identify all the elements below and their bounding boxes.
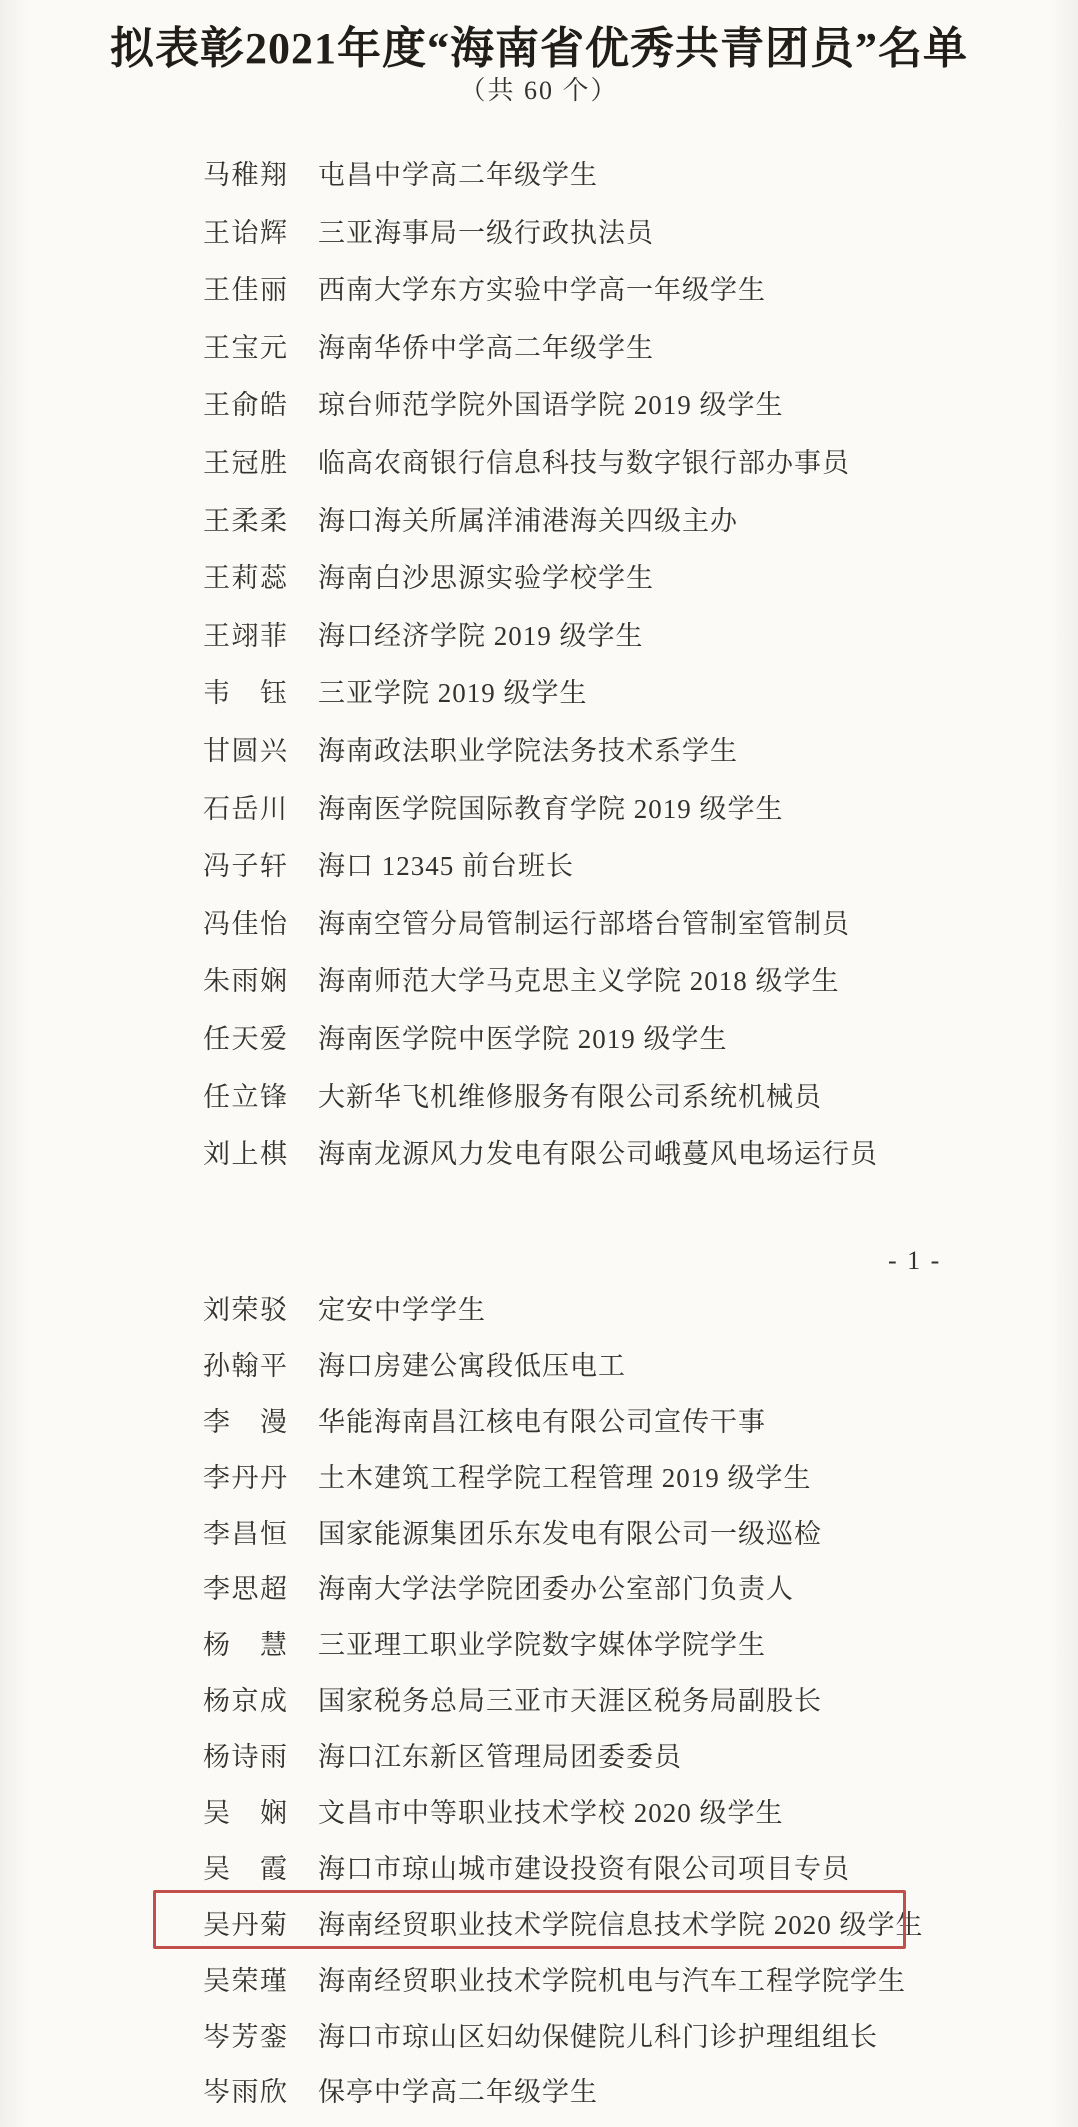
member-role: 海口海关所属洋浦港海关四级主办: [318, 505, 738, 536]
member-name: 马稚翔: [203, 160, 287, 190]
member-name: 李思超: [203, 1574, 287, 1605]
member-role: 海口市琼山区妇幼保健院儿科门诊护理组组长: [318, 2021, 878, 2052]
member-name: 王佳丽: [203, 275, 287, 306]
member-name: 刘上棋: [203, 1139, 287, 1170]
page-number: - 1 -: [888, 1246, 942, 1275]
member-role: 屯昌中学高二年级学生: [318, 160, 598, 190]
list-item: [203, 446, 878, 504]
list-item: [203, 1022, 878, 1080]
member-name: 王莉蕊: [203, 563, 287, 594]
list-item: [203, 1852, 924, 1908]
list-item: [203, 1796, 924, 1852]
list-item: [203, 216, 878, 274]
award-list-page2: [203, 1293, 924, 2127]
member-role: 海南华侨中学高二年级学生: [318, 332, 654, 363]
member-name: 王冠胜: [203, 447, 287, 478]
list-item: [203, 619, 878, 677]
member-name: 石岳川: [203, 793, 287, 824]
list-item: [203, 1293, 924, 1349]
member-role: 大新华飞机维修服务有限公司系统机械员: [318, 1081, 822, 1112]
member-name: 李 漫: [203, 1406, 287, 1437]
member-role: 海口经济学院 2019 级学生: [318, 620, 644, 651]
member-role: 海口 12345 前台班长: [318, 851, 574, 882]
member-role: 海南医学院国际教育学院 2019 级学生: [318, 793, 784, 824]
list-item: [203, 158, 878, 216]
list-item: [203, 1137, 878, 1195]
member-role: 定安中学学生: [318, 1295, 486, 1325]
member-name: 李丹丹: [203, 1462, 287, 1493]
member-role: 海口市琼山城市建设投资有限公司项目专员: [318, 1853, 850, 1884]
list-item-highlighted: [203, 1908, 924, 1964]
member-name: 杨京成: [203, 1686, 287, 1717]
member-role: 三亚海事局一级行政执法员: [318, 217, 654, 248]
list-item: [203, 1517, 924, 1573]
member-role: 海口江东新区管理局团委委员: [318, 1742, 682, 1773]
list-item: [203, 273, 878, 331]
member-role: 海南空管分局管制运行部塔台管制室管制员: [318, 908, 850, 939]
list-item: [203, 1461, 924, 1517]
page-subtitle: （共 60 个）: [459, 76, 619, 105]
list-item: [203, 1405, 924, 1461]
list-item: [203, 1684, 924, 1740]
member-role: 海南经贸职业技术学院机电与汽车工程学院学生: [318, 1965, 906, 1996]
list-item: [203, 849, 878, 907]
member-name: 吴丹菊: [203, 1909, 287, 1940]
list-item: [203, 1349, 924, 1405]
member-role: 三亚学院 2019 级学生: [318, 678, 588, 709]
list-item: [203, 331, 878, 389]
list-item: [203, 1080, 878, 1138]
member-role: 海南政法职业学院法务技术系学生: [318, 735, 738, 766]
member-role: 西南大学东方实验中学高一年级学生: [318, 275, 766, 306]
member-name: 冯佳怡: [203, 908, 287, 939]
list-item: [203, 2075, 924, 2127]
member-name: 吴 霞: [203, 1853, 287, 1884]
member-role: 华能海南昌江核电有限公司宣传干事: [318, 1406, 766, 1437]
member-role: 海南大学法学院团委办公室部门负责人: [318, 1574, 794, 1605]
member-name: 孙翰平: [203, 1350, 287, 1381]
list-item: [203, 1740, 924, 1796]
list-item: [203, 1628, 924, 1684]
member-name: 吴荣瑾: [203, 1965, 287, 1996]
member-role: 文昌市中等职业技术学校 2020 级学生: [318, 1798, 784, 1829]
list-item: [203, 1572, 924, 1628]
award-list-page1: [203, 158, 878, 1195]
list-item: [203, 907, 878, 965]
member-name: 岑芳銮: [203, 2021, 287, 2052]
member-role: 琼台师范学院外国语学院 2019 级学生: [318, 390, 784, 421]
member-role: 海南龙源风力发电有限公司峨蔓风电场运行员: [318, 1139, 878, 1170]
member-name: 王翊菲: [203, 620, 287, 651]
list-item: [203, 504, 878, 562]
member-role: 临高农商银行信息科技与数字银行部办事员: [318, 447, 850, 478]
member-role: 海南医学院中医学院 2019 级学生: [318, 1023, 728, 1054]
member-role: 国家税务总局三亚市天涯区税务局副股长: [318, 1686, 822, 1717]
list-item: [203, 561, 878, 619]
list-item: [203, 676, 878, 734]
member-name: 王诒辉: [203, 217, 287, 248]
member-name: 王柔柔: [203, 505, 287, 536]
member-name: 杨 慧: [203, 1630, 287, 1661]
member-role: 海南师范大学马克思主义学院 2018 级学生: [318, 966, 840, 997]
member-name: 刘荣驳: [203, 1295, 287, 1325]
member-name: 岑雨欣: [203, 2077, 287, 2108]
member-role: 土木建筑工程学院工程管理 2019 级学生: [318, 1462, 812, 1493]
member-name: 王宝元: [203, 332, 287, 363]
member-name: 韦 钰: [203, 678, 287, 709]
member-name: 冯子轩: [203, 851, 287, 882]
member-role: 三亚理工职业学院数字媒体学院学生: [318, 1630, 766, 1661]
list-item: [203, 964, 878, 1022]
member-role: 国家能源集团乐东发电有限公司一级巡检: [318, 1518, 822, 1549]
member-name: 李昌恒: [203, 1518, 287, 1549]
member-name: 吴 娴: [203, 1798, 287, 1829]
member-name: 任立锋: [203, 1081, 287, 1112]
member-name: 朱雨娴: [203, 966, 287, 997]
member-name: 任天爱: [203, 1023, 287, 1054]
list-item: [203, 734, 878, 792]
list-item: [203, 2020, 924, 2076]
list-item: [203, 1964, 924, 2020]
list-item: [203, 388, 878, 446]
member-name: 甘圆兴: [203, 735, 287, 766]
member-role: 保亭中学高二年级学生: [318, 2077, 598, 2108]
member-name: 王俞皓: [203, 390, 287, 421]
member-role: 海口房建公寓段低压电工: [318, 1350, 626, 1381]
member-role: 海南经贸职业技术学院信息技术学院 2020 级学生: [318, 1909, 924, 1940]
member-name: 杨诗雨: [203, 1742, 287, 1773]
list-item: [203, 792, 878, 850]
page-title: 拟表彰2021年度“海南省优秀共青团员”名单: [110, 24, 968, 73]
member-role: 海南白沙思源实验学校学生: [318, 563, 654, 594]
